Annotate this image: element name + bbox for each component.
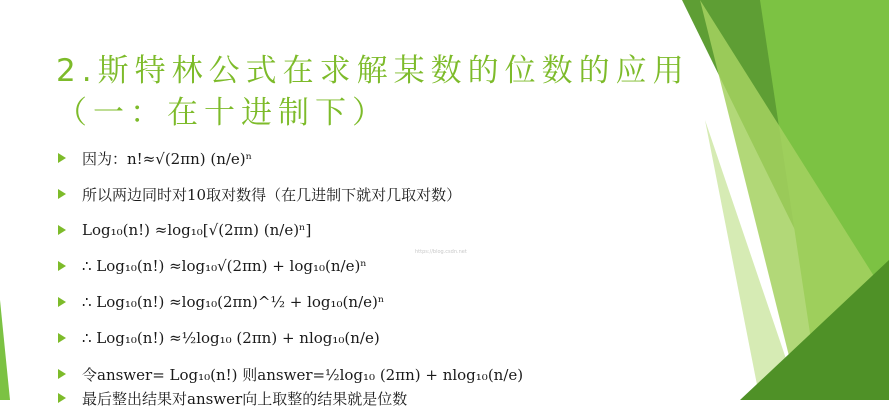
bullet-text: Log₁₀(n!) ≈log₁₀[√(2πn) (n/e)ⁿ] xyxy=(82,221,312,239)
bullet-list xyxy=(56,140,524,408)
bullet-item xyxy=(56,140,523,176)
title-line-1: 2.斯特林公式在求解某数的位数的应用 xyxy=(56,53,690,89)
bullet-item xyxy=(56,212,523,248)
bullet-text: 最后整出结果对answer向上取整的结果就是位数 xyxy=(82,389,408,408)
bullet-arrow-icon xyxy=(58,393,66,403)
bullet-text: 所以两边同时对10取对数得（在几进制下就对几取对数） xyxy=(82,185,462,204)
bullet-item xyxy=(56,176,523,212)
bullet-text: 因为：n!≈√(2πn) (n/e)ⁿ xyxy=(82,149,253,168)
bullet-item xyxy=(56,320,523,356)
bullet-arrow-icon xyxy=(58,189,66,199)
watermark: https://blog.csdn.net xyxy=(415,249,467,255)
bullet-arrow-icon xyxy=(58,261,66,271)
bullet-item xyxy=(56,389,523,408)
bullet-arrow-icon xyxy=(58,333,66,343)
bullet-arrow-icon xyxy=(58,225,66,235)
bullet-arrow-icon xyxy=(58,153,66,163)
bullet-text: 令answer= Log₁₀(n!) 则answer=½log₁₀ (2πn) + nlog₁₀(n/e) xyxy=(82,365,524,384)
bullet-text: ∴ Log₁₀(n!) ≈log₁₀√(2πn) + log₁₀(n/e)ⁿ xyxy=(82,257,367,275)
page-title xyxy=(56,50,690,134)
title-line-2: （一：在十进制下） xyxy=(56,95,389,131)
bullet-text: ∴ Log₁₀(n!) ≈½log₁₀ (2πn) + nlog₁₀(n/e) xyxy=(82,329,380,347)
bullet-arrow-icon xyxy=(58,369,66,379)
bullet-text: ∴ Log₁₀(n!) ≈log₁₀(2πn)^½ + log₁₀(n/e)ⁿ xyxy=(82,293,385,311)
deco-shape-left-edge xyxy=(0,300,10,400)
bullet-item xyxy=(56,284,523,320)
bullet-arrow-icon xyxy=(58,297,66,307)
